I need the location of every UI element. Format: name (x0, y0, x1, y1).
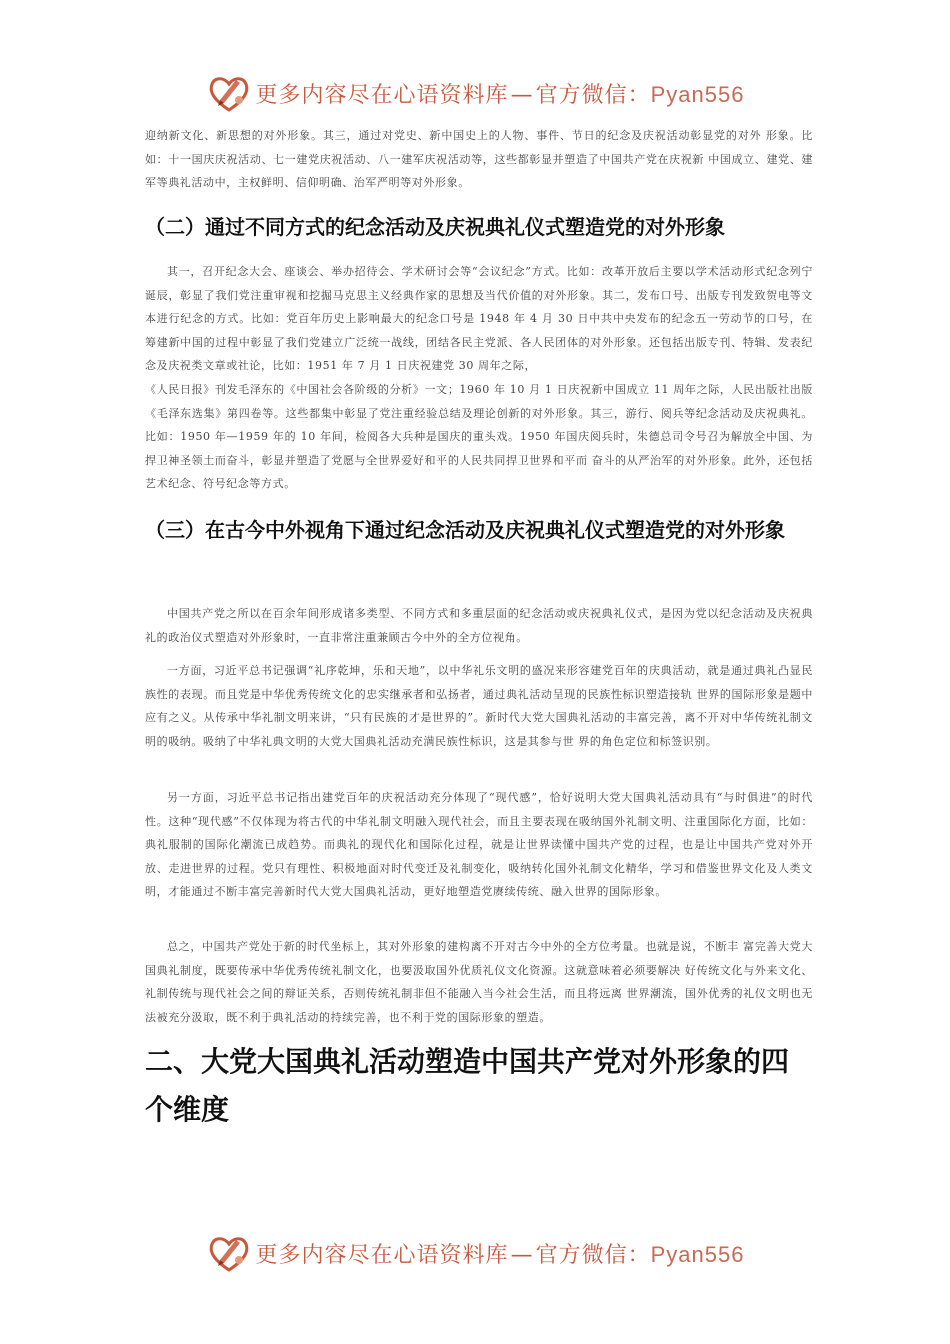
banner-text (256, 1238, 745, 1269)
chapter-heading: 二、大党大国典礼活动塑造中国共产党对外形象的四个维度 (145, 1045, 790, 1126)
banner-dash: — (510, 1242, 534, 1268)
footer-banner (0, 1228, 950, 1278)
heart-pen-logo-icon (206, 70, 252, 116)
section-heading-two: （二）通过不同方式的纪念活动及庆祝典礼仪式塑造党的对外形象 (145, 215, 725, 239)
paragraph-summary: 总之，中国共产党处于新的时代坐标上，其对外形象的建构离不开对古今中外的全方位考量。也就是说，不断丰 富完善大党大国典礼制度，既要传承中华优秀传统礼制文化，也要汲取国外优质礼仪文化资源。这就意味着必须要解决 好传统文化与外来文化、礼制传统与现代社会之间的辩证关系，否则传统礼制非但不能融入当今社会生活，而且将远离 世界潮流，国外优秀的礼仪文明也无法被充分汲取，既不利于典礼活动的持续完善，也不利于党的国际形象的塑造。 (145, 940, 813, 1024)
banner-wechat-id: Pyan556 (650, 81, 745, 107)
paragraph-methods: 其一，召开纪念大会、座谈会、举办招待会、学术研讨会等“会议纪念”方式。比如：改革开放后主要以学术活动形式纪念列宁诞辰，彰显了我们党注重审视和挖掘马克思主义经典作家的思想及当代价值的对外形象。其二，发布口号、出版专刊发致贺电等文本进行纪念的方式。比如：党百年历史上影响最大的纪念口号是 1948 年 4 月 30 日中共中央发布的纪念五一劳动节的口号，在筹建新中国的过程中彰显了我们党建立广泛统一战线，团结各民主党派、各人民团体的对外形象。还包括出版专刊、特辑、发表纪念及庆祝类文章或社论，比如：1951 年 7 月 1 日庆祝建党 30 周年之际， (145, 265, 813, 372)
banner-dash: — (510, 82, 534, 108)
heart-pen-logo-icon (206, 1230, 252, 1276)
header-banner (0, 68, 950, 118)
section-heading-three: （三）在古今中外视角下通过纪念活动及庆祝典礼仪式塑造党的对外形象 (145, 518, 785, 542)
banner-sub-text: 官方微信： (535, 1242, 651, 1268)
paragraph-one-hand: 一方面，习近平总书记强调“礼序乾坤，乐和天地”，以中华礼乐文明的盛况来形容建党百年的庆典活动，就是通过典礼凸显民族性的表现。而且党是中华优秀传统文化的忠实继承者和弘扬者，通过典礼活动呈现的民族性标识塑造接轨 世界的国际形象是题中应有之义。从传承中华礼制文明来讲，“只有民族的才是世界的”。新时代大党大国典礼活动的丰富完善，离不开对中华传统礼制文明的吸纳。吸纳了中华礼典文明的大党大国典礼活动充满民族性标识，这是其参与世 界的角色定位和标签识别。 (145, 664, 813, 748)
banner-sub-text: 官方微信： (535, 82, 651, 108)
banner-main-text: 更多内容尽在心语资料库 (255, 82, 509, 108)
paragraph-continuation: 迎纳新文化、新思想的对外形象。其三，通过对党史、新中国史上的人物、事件、节日的纪念及庆祝活动彰显党的对外 形象。比如：十一国庆庆祝活动、七一建党庆祝活动、八一建军庆祝活动等，这些都彰显并塑造了中国共产党在庆祝新 中国成立、建党、建军等典礼活动中，主权鲜明、信仰明确、治军严明等对外形象。 (145, 129, 813, 189)
paragraph-other-hand: 另一方面，习近平总书记指出建党百年的庆祝活动充分体现了“现代感”，恰好说明大党大国典礼活动具有“与时俱进”的时代性。这种“现代感”不仅体现为将古代的中华礼制文明融入现代社会，而且主要表现在吸纳国外礼制文明、注重国际化方面，比如：典礼服制的国际化潮流已成趋势。而典礼的现代化和国际化过程，就是让世界读懂中国共产党的过程，也是让中国共产党对外开放、走进世界的过程。党只有理性、积极地面对时代变迁及礼制变化，吸纳转化国外礼制文化精华，学习和借鉴世界文化及人类文明，才能通过不断丰富完善新时代大党大国典礼活动，更好地塑造党赓续传统、融入世界的国际形象。 (145, 791, 813, 898)
banner-wechat-id: Pyan556 (650, 1241, 745, 1267)
paragraph-methods-continued: 《人民日报》刊发毛泽东的《中国社会各阶级的分析》一文；1960 年 10 月 1 日庆祝新中国成立 11 周年之际，人民出版社出版《毛泽东选集》第四卷等。这些都集中彰显了党注重经验总结及理论创新的对外形象。其三，游行、阅兵等纪念活动及庆祝典礼。比如：1950 年—1959 年的 10 年间，检阅各大兵种是国庆的重头戏。1950 年国庆阅兵时，朱德总司令号召为解放全中国、为捍卫神圣领土而奋斗，彰显并塑造了党愿与全世界爱好和平的人民共同捍卫世界和平而 奋斗的从严治军的对外形象。此外，还包括艺术纪念、符号纪念等方式。 (145, 383, 813, 490)
banner-main-text: 更多内容尽在心语资料库 (255, 1242, 509, 1268)
paragraph-perspective: 中国共产党之所以在百余年间形成诸多类型、不同方式和多重层面的纪念活动或庆祝典礼仪式，是因为党以纪念活动及庆祝典礼的政治仪式塑造对外形象时，一直非常注重兼顾古今中外的全方位视角。 (145, 607, 813, 644)
banner-text (256, 78, 745, 109)
